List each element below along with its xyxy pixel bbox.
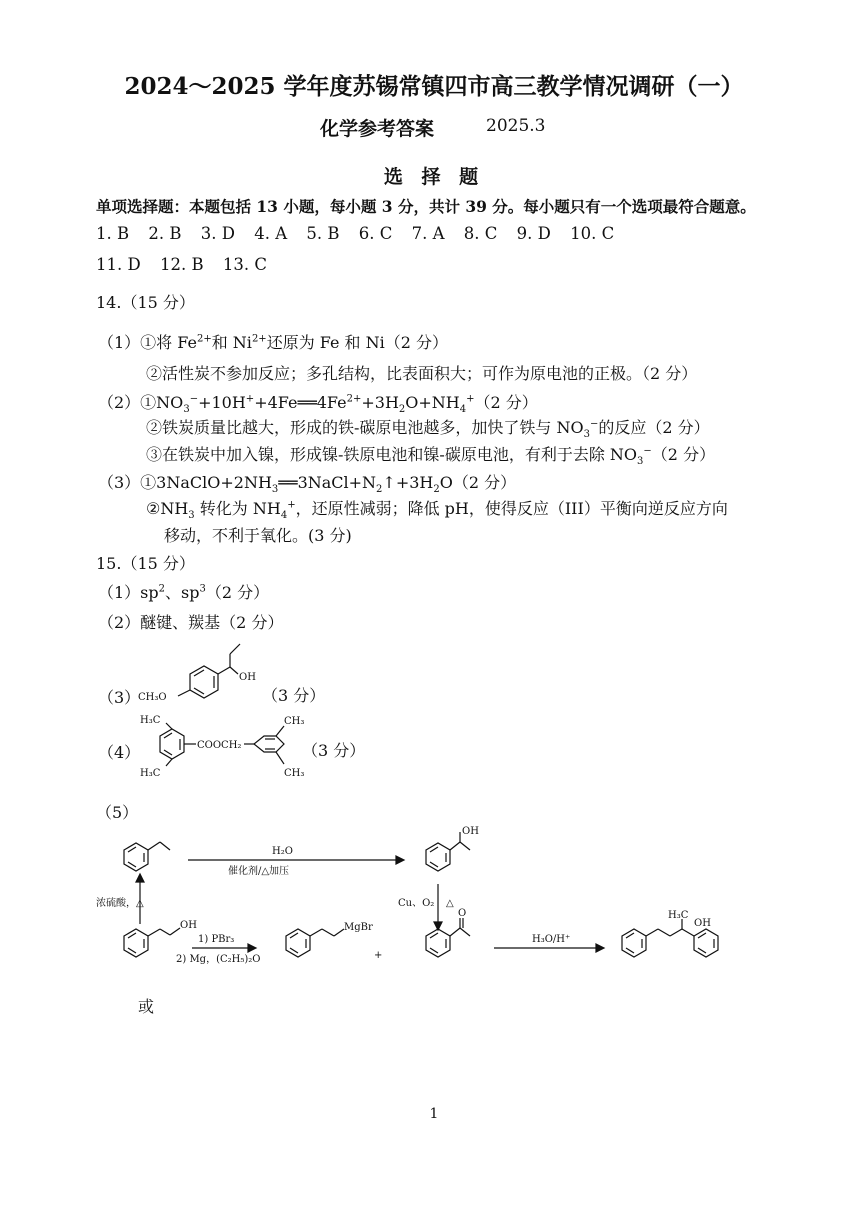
q15-part2: （2）醚键、羰基（2 分） (98, 613, 284, 632)
oh-label-1: OH (462, 826, 479, 837)
q15-part4-structure (138, 712, 308, 784)
q14-part3-item1: $(3)①3NaClO+2NH_3══3NaCl+N_2↑+3H_2O(2$ 分） (98, 473, 517, 496)
page-subtitle: 化学参考答案 (320, 118, 435, 140)
page-date: 2025.3 (486, 116, 546, 136)
q15-part3-structure (138, 636, 268, 716)
h3c-top-label: H₃C (140, 715, 161, 726)
rxn1-bottom-label: 催化剂/△加压 (228, 866, 290, 877)
h3c-bottom-label: H₃C (140, 768, 161, 779)
final-oh-label: OH (694, 918, 711, 929)
rxn2-line2-label: 2) Mg，(C₂H₅)₂O (176, 954, 261, 965)
q14-part3-item2: $②NH_3$ 转化为 $NH_4^+$，还原性减弱；降低 pH，使得反应（III）平衡向逆反应方向 (146, 499, 728, 522)
page-title: 2024～2025 学年度苏锡常镇四市高三教学情况调研（一） (124, 73, 744, 100)
section-title: 选 择 题 (383, 166, 485, 188)
mc-answer: 7. A (411, 224, 445, 243)
q14-part3-item3: 移动，不利于氧化。(3 分) (164, 526, 352, 545)
or-text: 或 (138, 997, 155, 1016)
q15-header: 15.（15 分） (96, 554, 195, 573)
q15-part1: $(1)sp^2$、$sp^3(2$ 分） (98, 583, 270, 602)
page-number: 1 (429, 1106, 439, 1122)
ome-label: CH₃O (138, 692, 167, 703)
q14-part1-item2: ②活性炭不参加反应；多孔结构，比表面积大；可作为原电池的正极。（2 分） (146, 364, 698, 383)
rxn-cu-label: Cu、O₂ (398, 898, 435, 909)
ch3-top-label: CH₃ (284, 716, 305, 727)
q14-part2-item1: $(2)①NO_3^-+10H^++4Fe══4Fe^{2+}+3H_2O+NH_4^+(2$ 分） (98, 393, 538, 416)
mc-answer: 6. C (358, 224, 393, 243)
mc-answers-row2 (96, 255, 281, 274)
q15-part4-score: （3 分） (302, 741, 366, 760)
mc-answer: 2. B (148, 224, 182, 243)
q15-part5-label: （5） (96, 803, 139, 822)
q15-part3-score: （3 分） (262, 686, 326, 705)
mc-answer: 13. C (222, 255, 267, 274)
mc-answer: 4. A (254, 224, 288, 243)
mc-answer: 9. D (516, 224, 551, 243)
mc-answer: 1. B (96, 224, 130, 243)
mc-answer: 11. D (96, 255, 141, 274)
instructions: 单项选择题：本题包括 13 小题，每小题 3 分，共计 39 分。每小题只有一个选项最符合题意。 (96, 197, 756, 216)
ketone-o-label: O (458, 908, 467, 919)
rxn-delta-label: △ (446, 898, 454, 909)
q15-part4-label: （4） (98, 743, 141, 762)
ester-label: COOCH₂ (197, 740, 242, 751)
mc-answers-row1 (96, 224, 628, 243)
q14-header: 14.（15 分） (96, 293, 195, 312)
mc-answer: 5. B (306, 224, 340, 243)
final-h3c-label: H₃C (668, 910, 689, 921)
oh-label-2: OH (180, 920, 197, 931)
mc-answer: 10. C (570, 224, 615, 243)
mc-answer: 8. C (463, 224, 498, 243)
q15-part5-scheme (96, 822, 796, 982)
oh-label: OH (239, 672, 256, 683)
ch3-bottom-label: CH₃ (284, 768, 305, 779)
q14-part2-item3: ③在铁炭中加入镍，形成镍-铁原电池和镍-碳原电池，有利于去除 $NO_3^-(2$ 分） (146, 445, 716, 468)
mc-answer: 12. B (159, 255, 204, 274)
q14-part1-item1: （1）①将 $Fe^{2+}$和 $Ni^{2+}$还原为 Fe 和 Ni（2 分） (98, 333, 449, 352)
mgbr-label: MgBr (344, 922, 373, 933)
mc-answer: 3. D (200, 224, 235, 243)
q15-part3-label: （3） (98, 688, 141, 707)
rxn1-top-label: H₂O (272, 846, 293, 857)
rxn2-line1-label: 1) PBr₃ (198, 934, 235, 945)
plus-sign: + (374, 950, 383, 961)
rxn3-label: H₃O/H⁺ (532, 934, 571, 945)
rxn-up-label: 浓硫酸，△ (96, 898, 144, 909)
q14-part2-item2: ②铁炭质量比越大，形成的铁-碳原电池越多，加快了铁与 $NO_3^-$的反应（2 分） (146, 418, 710, 441)
